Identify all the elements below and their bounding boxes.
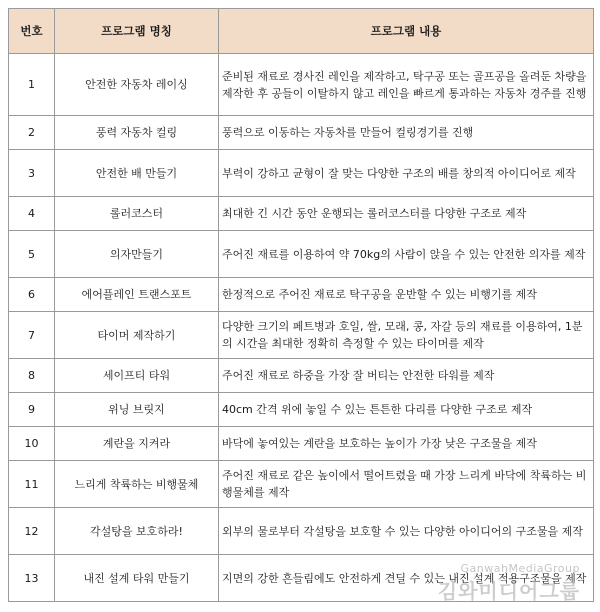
row-number: 8 — [9, 359, 55, 393]
row-program-name: 의자만들기 — [55, 231, 219, 278]
table-row — [9, 508, 594, 555]
table-row — [9, 312, 594, 359]
header-program-name: 프로그램 명칭 — [55, 9, 219, 54]
row-program-name: 에어플레인 트랜스포트 — [55, 278, 219, 312]
row-program-name: 안전한 배 만들기 — [55, 150, 219, 197]
row-number: 12 — [9, 508, 55, 555]
row-program-content: 주어진 재료로 같은 높이에서 떨어트렸을 때 가장 느리게 바닥에 착륙하는 비행물체를 제작 — [219, 461, 594, 508]
row-program-content: 다양한 크기의 페트병과 호일, 쌀, 모래, 콩, 자갈 등의 재료를 이용하여, 1분의 시간을 최대한 정확히 측정할 수 있는 타이머를 제작 — [219, 312, 594, 359]
watermark-english: GanwahMediaGroup — [460, 562, 580, 575]
row-program-name: 각설탕을 보호하라! — [55, 508, 219, 555]
watermark-korean: 김와미디어그룹 — [437, 579, 580, 603]
table-row — [9, 54, 594, 116]
row-program-name: 풍력 자동차 컬링 — [55, 116, 219, 150]
row-program-name: 타이머 제작하기 — [55, 312, 219, 359]
row-program-content: 주어진 재료를 이용하여 약 70kg의 사람이 앉을 수 있는 안전한 의자를 제작 — [219, 231, 594, 278]
row-program-content: 40cm 간격 위에 놓일 수 있는 튼튼한 다리를 다양한 구조로 제작 — [219, 393, 594, 427]
row-number: 1 — [9, 54, 55, 116]
table-row — [9, 231, 594, 278]
row-number: 7 — [9, 312, 55, 359]
table-row — [9, 359, 594, 393]
row-number: 2 — [9, 116, 55, 150]
row-number: 5 — [9, 231, 55, 278]
row-number: 10 — [9, 427, 55, 461]
table-header-row — [9, 9, 594, 54]
row-program-content: 부력이 강하고 균형이 잘 맞는 다양한 구조의 배를 창의적 아이디어로 제작 — [219, 150, 594, 197]
header-program-content: 프로그램 내용 — [219, 9, 594, 54]
row-program-content: 지면의 강한 흔들림에도 안전하게 견딜 수 있는 내진 설계 적용구조물을 제작 — [219, 555, 594, 602]
row-program-name: 안전한 자동차 레이싱 — [55, 54, 219, 116]
row-number: 4 — [9, 197, 55, 231]
table-row — [9, 278, 594, 312]
row-program-name: 느리게 착륙하는 비행물체 — [55, 461, 219, 508]
row-number: 13 — [9, 555, 55, 602]
row-program-content: 준비된 재료로 경사진 레인을 제작하고, 탁구공 또는 골프공을 올려둔 차량을 제작한 후 공들이 이탈하지 않고 레인을 빠르게 통과하는 자동차 경주를 진행 — [219, 54, 594, 116]
table-row — [9, 461, 594, 508]
row-program-name: 세이프티 타워 — [55, 359, 219, 393]
row-number: 3 — [9, 150, 55, 197]
row-number: 11 — [9, 461, 55, 508]
row-program-content: 최대한 긴 시간 동안 운행되는 롤러코스터를 다양한 구조로 제작 — [219, 197, 594, 231]
row-number: 9 — [9, 393, 55, 427]
row-program-name: 계란을 지켜라 — [55, 427, 219, 461]
table-row — [9, 150, 594, 197]
row-program-content: 풍력으로 이동하는 자동차를 만들어 컬링경기를 진행 — [219, 116, 594, 150]
row-program-content: 한정적으로 주어진 재료로 탁구공을 운반할 수 있는 비행기를 제작 — [219, 278, 594, 312]
row-program-name: 위닝 브릿지 — [55, 393, 219, 427]
table-row — [9, 197, 594, 231]
table-row — [9, 393, 594, 427]
program-table — [8, 8, 594, 602]
row-program-content: 외부의 물로부터 각설탕을 보호할 수 있는 다양한 아이디어의 구조물을 제작 — [219, 508, 594, 555]
row-program-name: 롤러코스터 — [55, 197, 219, 231]
row-number: 6 — [9, 278, 55, 312]
row-program-name: 내진 설계 타워 만들기 — [55, 555, 219, 602]
table-row — [9, 555, 594, 602]
header-number: 번호 — [9, 9, 55, 54]
table-row — [9, 427, 594, 461]
row-program-content: 주어진 재료로 하중을 가장 잘 버티는 안전한 타워를 제작 — [219, 359, 594, 393]
row-program-content: 바닥에 놓여있는 계란을 보호하는 높이가 가장 낮은 구조물을 제작 — [219, 427, 594, 461]
table-row — [9, 116, 594, 150]
